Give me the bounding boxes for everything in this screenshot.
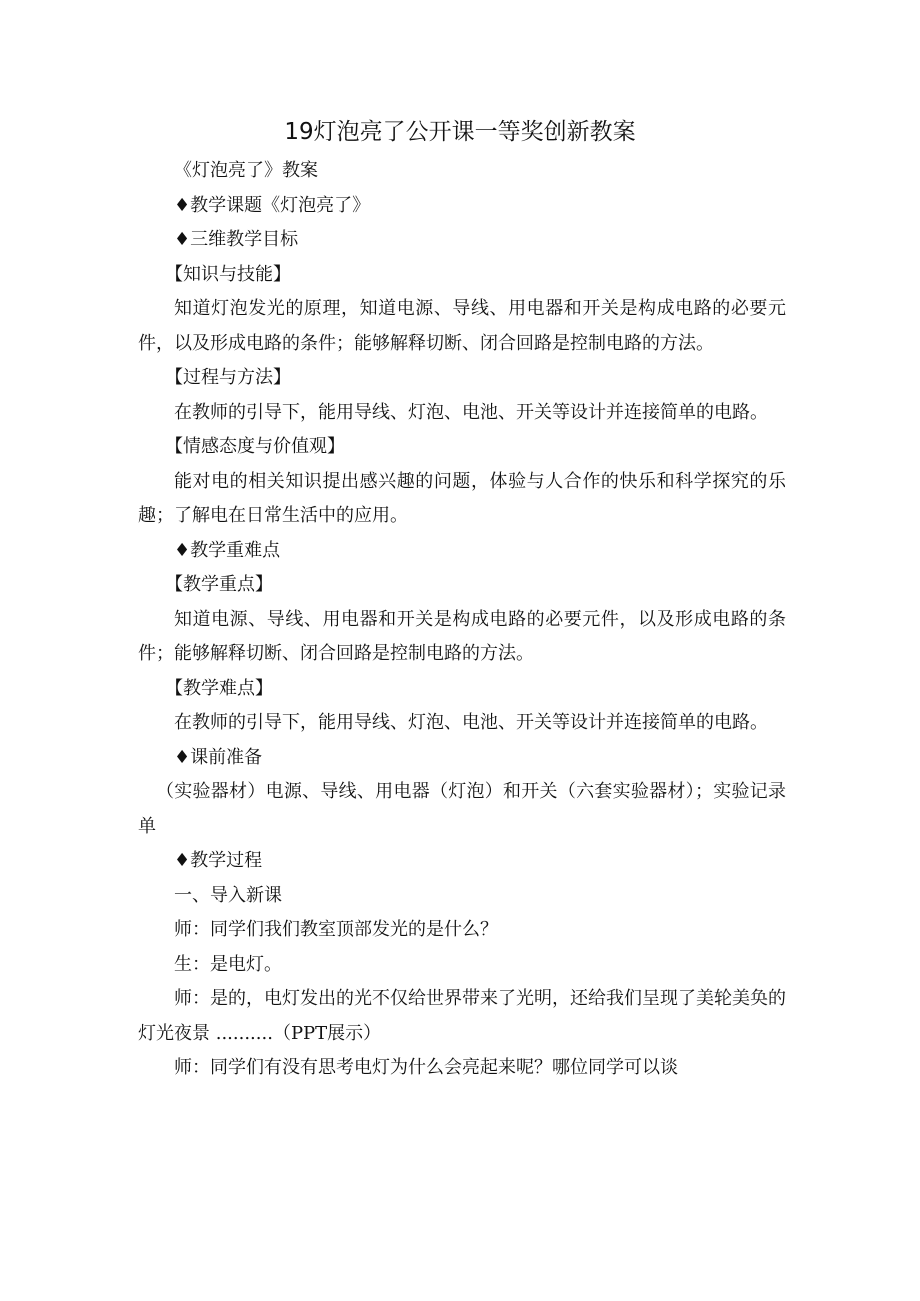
section-heading-process: ♦教学过程: [174, 850, 263, 871]
paragraph-attitude-values: 能对电的相关知识提出感兴趣的问题，体验与人合作的快乐和科学探究的乐趣；了解电在日常生活中的应用。: [138, 470, 786, 526]
section-heading-objectives: ♦三维教学目标: [174, 229, 299, 250]
section-heading-key-points: ♦教学重难点: [174, 539, 281, 561]
paragraph-knowledge-skills: 知道灯泡发光的原理，知道电源、导线、用电器和开关是构成电路的必要元件，以及形成电路的条件；能够解释切断、闭合回路是控制电路的方法。: [138, 298, 786, 354]
section-heading-preparation: ♦课前准备: [174, 746, 263, 768]
subheading-process-method: 【过程与方法】: [165, 367, 291, 388]
subheading-introduction: 一、导入新课: [174, 884, 282, 906]
dialogue-line: 师：同学们我们教室顶部发光的是什么？: [174, 919, 498, 940]
document-title: 19灯泡亮了公开课一等奖创新教案: [284, 119, 636, 145]
subheading-difficult-point: 【教学难点】: [165, 677, 273, 699]
dialogue-line: 生：是电灯。: [174, 953, 282, 975]
dialogue-line: 师：是的，电灯发出的光不仅给世界带来了光明，还给我们呈现了美轮美奂的灯光夜景 ..........（PPT展示）: [138, 988, 786, 1044]
subheading-key-point: 【教学重点】: [165, 574, 273, 595]
subheading-knowledge-skills: 【知识与技能】: [165, 263, 291, 285]
subheading-attitude-values: 【情感态度与价值观】: [165, 436, 345, 457]
document-body: [138, 154, 786, 1086]
paragraph-preparation: （实验器材）电源、导线、用电器（灯泡）和开关（六套实验器材）；实验记录单: [138, 781, 786, 837]
lesson-plan-heading: 《灯泡亮了》教案: [174, 160, 318, 181]
dialogue-line: 师：同学们有没有思考电灯为什么会亮起来呢？哪位同学可以谈: [174, 1057, 678, 1078]
paragraph-key-point: 知道电源、导线、用电器和开关是构成电路的必要元件，以及形成电路的条件；能够解释切断、闭合回路是控制电路的方法。: [138, 608, 786, 664]
paragraph-process-method: 在教师的引导下，能用导线、灯泡、电池、开关等设计并连接简单的电路。: [174, 401, 768, 423]
paragraph-difficult-point: 在教师的引导下，能用导线、灯泡、电池、开关等设计并连接简单的电路。: [174, 712, 768, 733]
lesson-topic: ♦教学课题《灯泡亮了》: [174, 194, 371, 216]
